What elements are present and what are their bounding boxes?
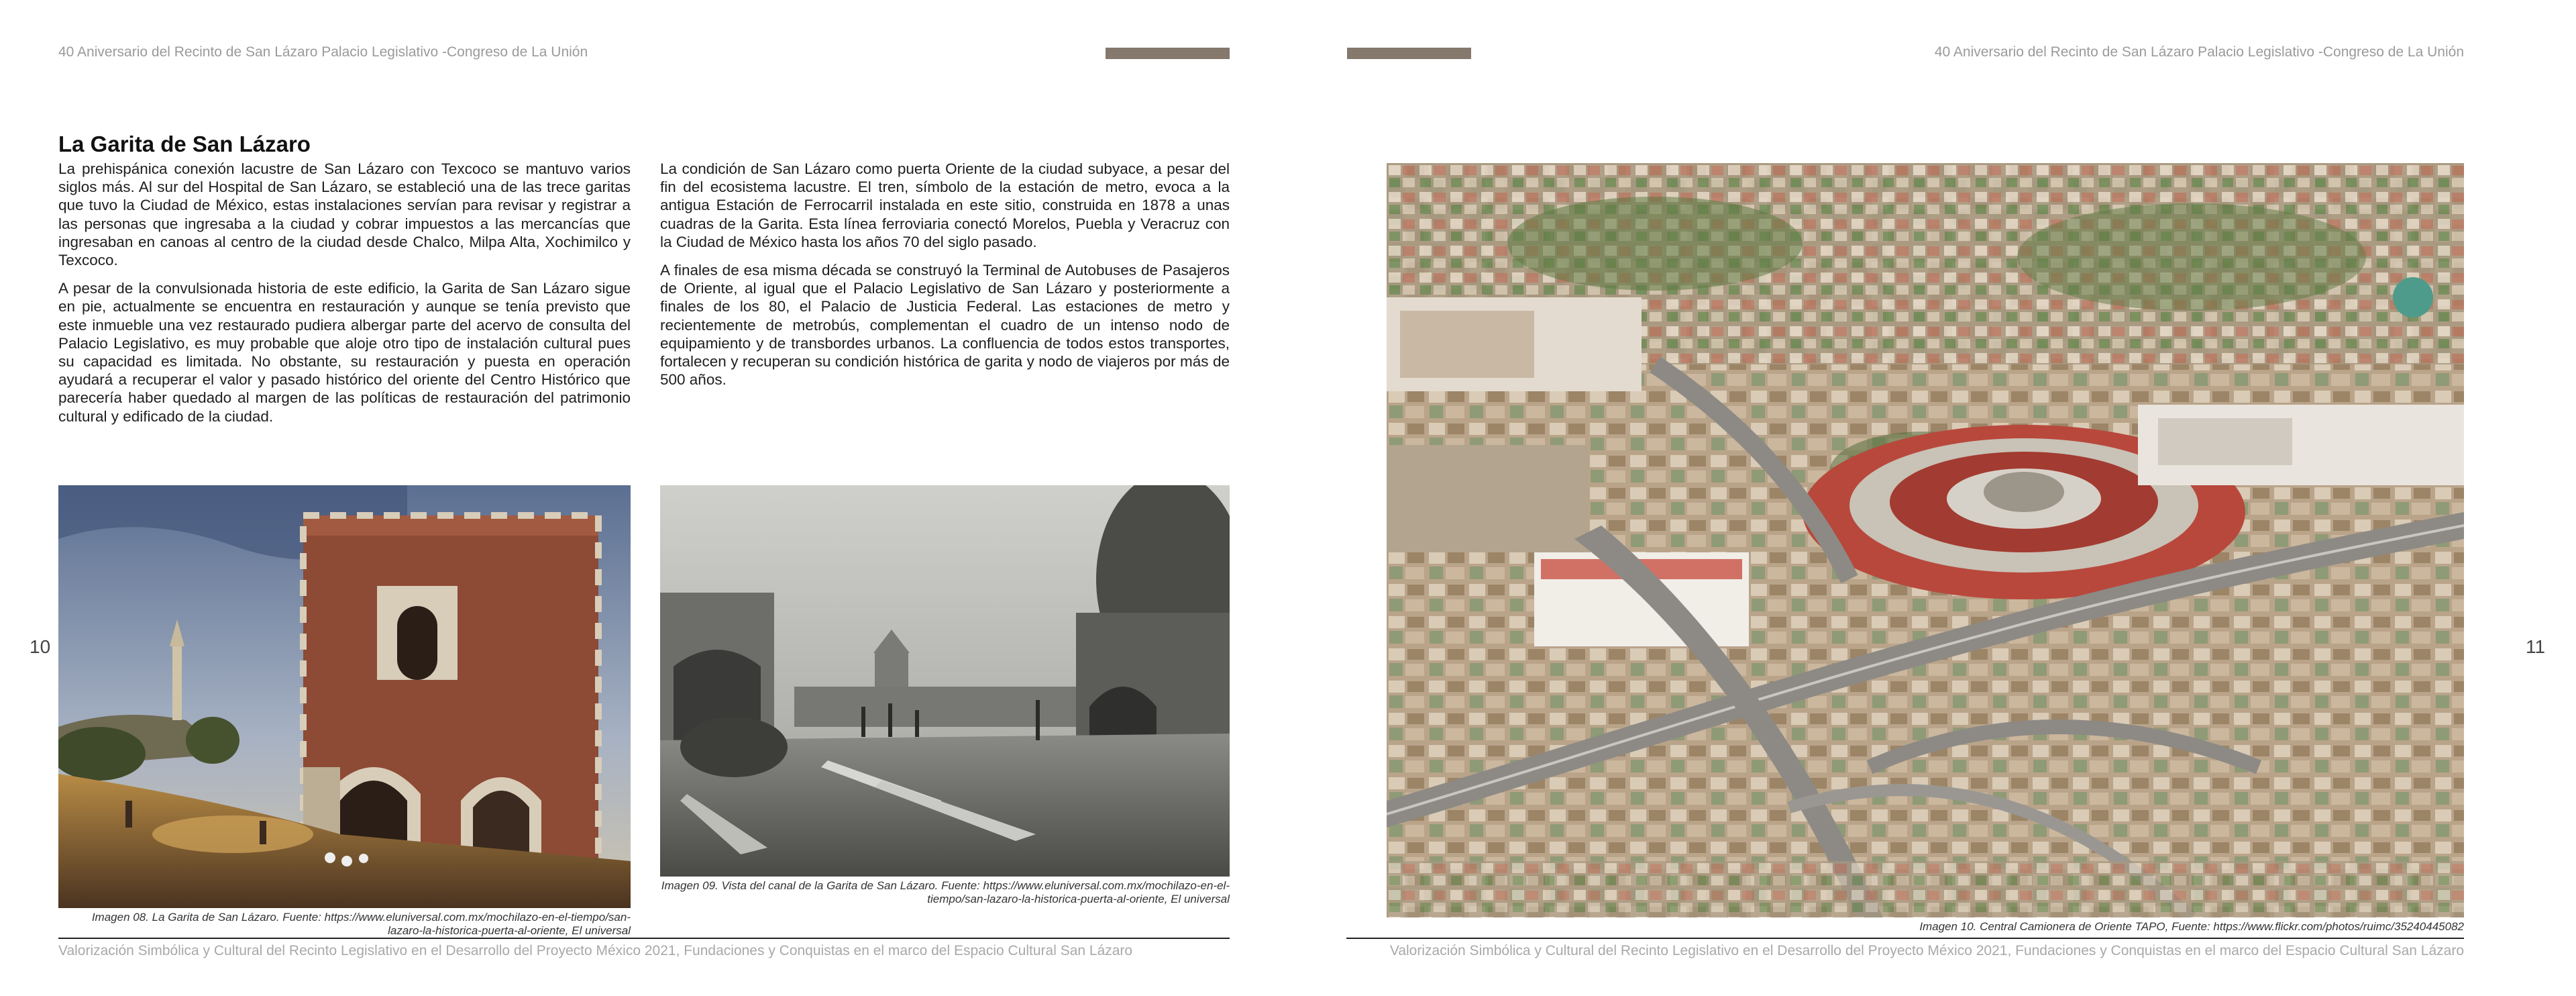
paragraph: A pesar de la convulsionada historia de este edificio, la Garita de San Lázaro sigue en pie, actualmente se encuentra en restauración y aunque se tenía previsto que este inmueble una vez restaurado pudiera albergar parte del acervo de consulta del Palacio Legislativo, es muy probable que aloje otro tipo de instalación cultural pues su capacidad es limitada. No obstante, su restauración y puesta en operación ayudará a recuperar el valor y pasado histórico del oriente del Centro Histórico que parecería haber quedado al margen de las políticas de restauración del patrimonio cultural y edificado de la ciudad. [58, 280, 631, 425]
garita-painting-image [58, 485, 631, 908]
canal-engraving-illustration [660, 485, 1230, 877]
footer-rule [1346, 938, 2464, 939]
paragraph: La prehispánica conexión lacustre de San Lázaro con Texcoco se mantuvo varios siglos más. Al sur del Hospital de San Lázaro, se estableció una de las trece garitas que tuvo la Ciudad de México, estas instalaciones servían para revisar y registrar a las personas que ingresaba a la ciudad y cobrar impuestos a las mercancías que ingresaban en canoas al centro de la ciudad desde Chalco, Milpa Alta, Xochimilco y Texcoco. [58, 160, 631, 269]
section-title: La Garita de San Lázaro [58, 132, 311, 156]
text-column-2 [660, 160, 1230, 399]
caption-line: lazaro-la-historica-puerta-al-oriente, El universal [388, 924, 631, 937]
paragraph: A finales de esa misma década se construyó la Terminal de Autobuses de Pasajeros de Oriente, al igual que el Palacio Legislativo de San Lázaro y posteriormente a finales de los 80, el Palacio de Justicia Federal. Las estaciones de metro y recientemente de metrobús, complementan el cuadro de un intenso nodo de equipamiento y de transbordes urbanos. La confluencia de todos estos transportes, fortalecen y recuperan su condición histórica de garita y nodo de viajeros por más de 500 años. [660, 262, 1230, 389]
image-08-caption [58, 911, 631, 938]
image-09-caption [660, 879, 1230, 906]
text-column-1 [58, 160, 631, 436]
footer-text: Valorización Simbólica y Cultural del Recinto Legislativo en el Desarrollo del Proyecto México 2021, Fundaciones y Conquistas en el marco del Espacio Cultural San Lázaro [1389, 943, 2464, 958]
right-page [1288, 0, 2576, 996]
accent-bar [1106, 48, 1230, 59]
caption-line: tiempo/san-lazaro-la-historica-puerta-al-oriente, El universal [927, 893, 1230, 905]
page-number: 10 [30, 636, 51, 657]
running-header: 40 Aniversario del Recinto de San Lázaro Palacio Legislativo -Congreso de La Unión [58, 44, 588, 60]
garita-painting-illustration [58, 485, 631, 908]
tapo-aerial-illustration [1387, 163, 2464, 917]
footer-rule [58, 938, 1230, 939]
caption-line: Imagen 09. Vista del canal de la Garita de San Lázaro. Fuente: https://www.eluniversal.com.mx/mochilazo-en-el- [661, 879, 1230, 892]
running-header: 40 Aniversario del Recinto de San Lázaro Palacio Legislativo -Congreso de La Unión [1934, 44, 2464, 60]
page-number: 11 [2526, 636, 2546, 657]
garita-canal-engraving-image [660, 485, 1230, 877]
image-10-caption: Imagen 10. Central Camionera de Oriente TAPO, Fuente: https://www.flickr.com/photos/ruimc/35240445082 [1919, 920, 2464, 933]
paragraph: La condición de San Lázaro como puerta Oriente de la ciudad subyace, a pesar del fin del ecosistema lacustre. El tren, símbolo de la estación de metro, evoca a la antigua Estación de Ferrocarril instalada en este sitio, construida en 1878 a unas cuadras de la Garita. Esta línea ferroviaria conectó Morelos, Puebla y Veracruz con la Ciudad de México hasta los años 70 del siglo pasado. [660, 160, 1230, 250]
accent-bar [1347, 48, 1471, 59]
footer-text: Valorización Simbólica y Cultural del Recinto Legislativo en el Desarrollo del Proyecto México 2021, Fundaciones y Conquistas en el marco del Espacio Cultural San Lázaro [58, 943, 1133, 958]
caption-line: Imagen 08. La Garita de San Lázaro. Fuente: https://www.eluniversal.com.mx/mochilazo-en-el-tiempo/san- [91, 911, 631, 924]
tapo-aerial-photo [1387, 163, 2464, 917]
